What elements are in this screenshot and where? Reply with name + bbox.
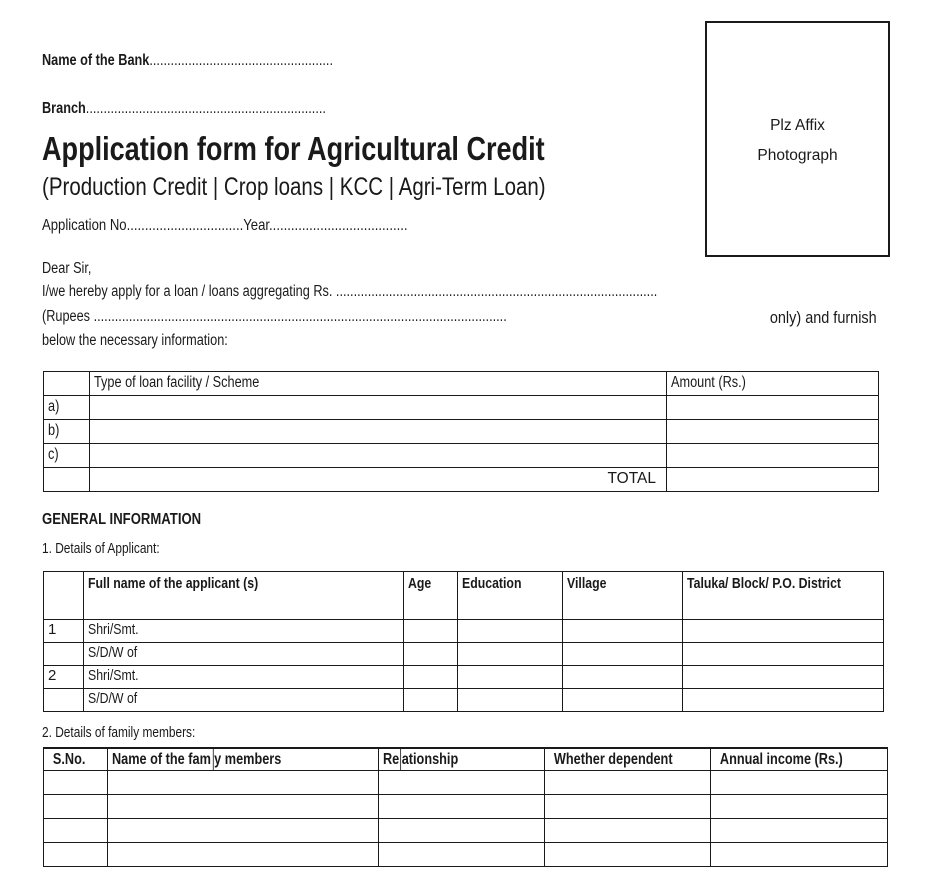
table-cell[interactable]: [108, 819, 379, 843]
table-cell[interactable]: [545, 843, 711, 867]
total-row[interactable]: [44, 468, 879, 492]
letter-line-2-end: only) and furnish: [770, 308, 877, 327]
education-header: Education: [458, 572, 563, 620]
table-cell[interactable]: [379, 819, 545, 843]
application-number-line[interactable]: [42, 217, 488, 235]
application-no-dots: ................................: [126, 217, 244, 234]
year-dots: ......................................: [269, 217, 408, 234]
table-cell[interactable]: [458, 620, 563, 643]
amount-cell[interactable]: [667, 396, 879, 420]
amount-header: Amount (Rs.): [667, 372, 879, 396]
village-header: Village: [563, 572, 683, 620]
table-cell[interactable]: [683, 689, 884, 712]
table-cell: [44, 572, 84, 620]
table-row[interactable]: [44, 795, 888, 819]
applicant-name-cell[interactable]: S/D/W of: [84, 643, 404, 666]
applicant-name-cell[interactable]: Shri/Smt.: [84, 620, 404, 643]
letter-line-1[interactable]: I/we hereby apply for a loan / loans aggregating Rs. ...........................................................................................: [42, 283, 658, 300]
table-row[interactable]: [44, 819, 888, 843]
table-cell[interactable]: [683, 620, 884, 643]
applicant-name-cell[interactable]: S/D/W of: [84, 689, 404, 712]
table-row[interactable]: [44, 444, 879, 468]
table-cell[interactable]: [563, 666, 683, 689]
section-heading: GENERAL INFORMATION: [42, 511, 202, 528]
table-cell[interactable]: [545, 795, 711, 819]
row-number: 1: [44, 620, 84, 643]
applicant-name-cell[interactable]: Shri/Smt.: [84, 666, 404, 689]
table-cell[interactable]: [44, 771, 108, 795]
family-name-header: Name of the fam y members: [108, 748, 379, 771]
annual-income-header: Annual income (Rs.): [711, 748, 888, 771]
table-cell[interactable]: [379, 843, 545, 867]
table-cell[interactable]: [683, 666, 884, 689]
loan-type-cell[interactable]: [90, 420, 667, 444]
loan-type-cell[interactable]: [90, 396, 667, 420]
salutation: Dear Sir,: [42, 260, 92, 277]
full-name-header: Full name of the applicant (s): [84, 572, 404, 620]
table-header-row: [44, 748, 888, 771]
photo-line-2: Photograph: [757, 147, 838, 164]
table-cell[interactable]: [458, 643, 563, 666]
table-cell[interactable]: [379, 795, 545, 819]
table-cell[interactable]: [404, 643, 458, 666]
loan-facility-table: [43, 371, 879, 492]
row-label: b): [44, 420, 90, 444]
table-cell[interactable]: [404, 689, 458, 712]
family-section-label: 2. Details of family members:: [42, 725, 196, 741]
total-amount-cell[interactable]: [667, 468, 879, 492]
table-row[interactable]: [44, 689, 884, 712]
table-cell[interactable]: [711, 771, 888, 795]
table-cell[interactable]: [404, 666, 458, 689]
row-number: 2: [44, 666, 84, 689]
table-cell[interactable]: [563, 620, 683, 643]
table-cell[interactable]: [108, 771, 379, 795]
table-cell: [44, 372, 90, 396]
taluka-header: Taluka/ Block/ P.O. District: [683, 572, 884, 620]
relationship-header: Re ationship: [379, 748, 545, 771]
amount-cell[interactable]: [667, 444, 879, 468]
table-cell[interactable]: [545, 771, 711, 795]
photo-line-1: Plz Affix: [770, 117, 825, 134]
form-title: Application form for Agricultural Credit: [42, 130, 545, 167]
table-row[interactable]: [44, 843, 888, 867]
amount-cell[interactable]: [667, 420, 879, 444]
table-cell[interactable]: [44, 819, 108, 843]
sno-header: S.No.: [44, 748, 108, 771]
table-cell[interactable]: [44, 843, 108, 867]
branch-field[interactable]: [42, 100, 388, 118]
family-members-table: [43, 747, 888, 867]
letter-line-3: below the necessary information:: [42, 332, 228, 349]
row-label: c): [44, 444, 90, 468]
photo-placeholder[interactable]: [705, 21, 890, 257]
table-cell[interactable]: [108, 843, 379, 867]
table-cell[interactable]: [379, 771, 545, 795]
application-no-label: Application No: [42, 217, 127, 234]
loan-type-header: Type of loan facility / Scheme: [90, 372, 667, 396]
table-cell[interactable]: [563, 643, 683, 666]
table-cell[interactable]: [458, 689, 563, 712]
table-header-row: [44, 572, 884, 620]
table-row[interactable]: [44, 396, 879, 420]
year-label: Year: [243, 217, 270, 234]
table-row[interactable]: [44, 420, 879, 444]
table-row[interactable]: [44, 666, 884, 689]
row-number: [44, 643, 84, 666]
table-cell[interactable]: [44, 795, 108, 819]
form-subtitle: (Production Credit | Crop loans | KCC | Agri-Term Loan): [42, 173, 546, 201]
table-cell[interactable]: [545, 819, 711, 843]
branch-label: Branch: [42, 100, 86, 117]
table-cell[interactable]: [458, 666, 563, 689]
table-row[interactable]: [44, 620, 884, 643]
total-label: TOTAL: [90, 468, 667, 492]
bank-name-label: Name of the Bank: [42, 52, 150, 69]
loan-type-cell[interactable]: [90, 444, 667, 468]
applicant-section-label: 1. Details of Applicant:: [42, 541, 160, 557]
branch-dots: ....................................................................: [85, 100, 326, 117]
table-row[interactable]: [44, 643, 884, 666]
table-cell[interactable]: [108, 795, 379, 819]
applicant-details-table: [43, 571, 884, 712]
table-cell[interactable]: [404, 620, 458, 643]
table-cell[interactable]: [711, 819, 888, 843]
age-header: Age: [404, 572, 458, 620]
table-cell[interactable]: [711, 795, 888, 819]
dependent-header: Whether dependent: [545, 748, 711, 771]
row-label: a): [44, 396, 90, 420]
table-cell: [44, 468, 90, 492]
table-cell[interactable]: [711, 843, 888, 867]
letter-line-2[interactable]: (Rupees .....................................................................................................................: [42, 308, 507, 325]
table-row[interactable]: [44, 771, 888, 795]
bank-name-field[interactable]: [42, 52, 397, 70]
bank-name-dots: ....................................................: [149, 52, 333, 69]
table-cell[interactable]: [683, 643, 884, 666]
table-header-row: [44, 372, 879, 396]
table-cell[interactable]: [563, 689, 683, 712]
row-number: [44, 689, 84, 712]
